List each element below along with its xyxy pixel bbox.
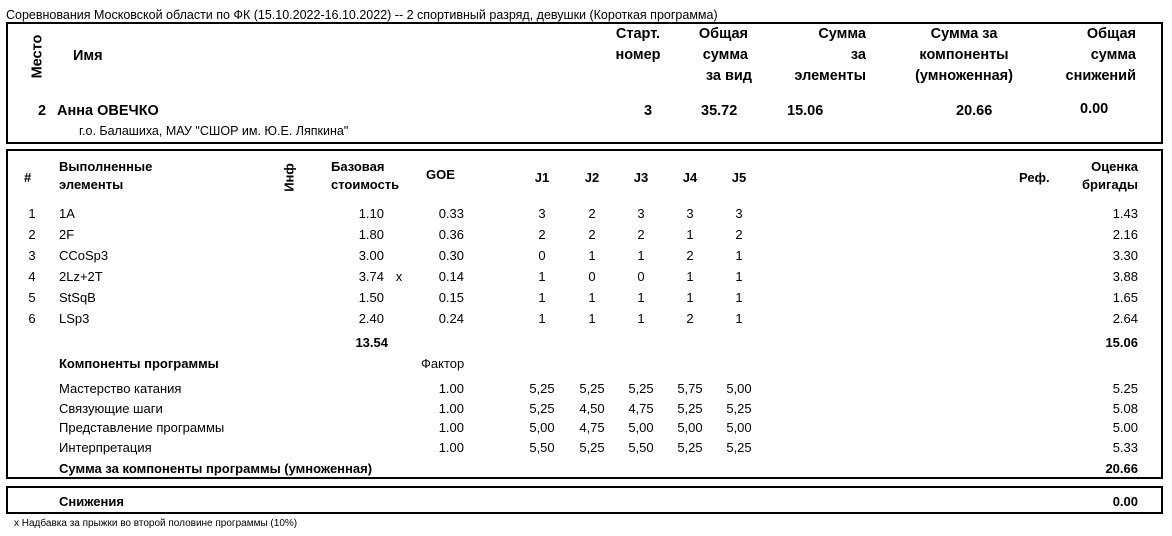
element-goe: 0.36 (438, 227, 464, 242)
elements-header: Выполненные элементы (59, 159, 153, 192)
element-panel-score: 3.88 (1112, 269, 1138, 284)
element-name: LSp3 (59, 311, 90, 326)
component-panel-score: 5.25 (1112, 381, 1138, 396)
component-name: Связующие шаги (59, 401, 163, 416)
component-factor: 1.00 (438, 401, 464, 416)
component-j2-score: 4,75 (579, 420, 605, 435)
element-j3-score: 1 (637, 290, 645, 305)
ref-header: Реф. (1019, 170, 1050, 185)
element-panel-score: 2.64 (1112, 311, 1138, 326)
element-j5-score: 1 (735, 248, 743, 263)
element-panel-score: 1.65 (1112, 290, 1138, 305)
base-value-total: 13.54 (355, 335, 388, 350)
element-name: CCoSp3 (59, 248, 109, 263)
element-panel-score: 2.16 (1112, 227, 1138, 242)
element-j1-score: 1 (538, 269, 546, 284)
event-title: Соревнования Московской области по ФК (15.10.2022-16.10.2022) -- 2 спортивный разряд, девушки (Короткая программа) (6, 8, 718, 22)
skater-deductions: 0.00 (1080, 101, 1109, 117)
element-panel-score: 3.30 (1112, 248, 1138, 263)
element-name: 1A (59, 206, 75, 221)
element-base-value: 1.80 (358, 227, 384, 242)
element-j4-score: 1 (686, 290, 694, 305)
element-j2-score: 1 (588, 290, 596, 305)
element-base-value: 1.50 (358, 290, 384, 305)
component-panel-score: 5.08 (1112, 401, 1138, 416)
element-j4-score: 1 (686, 227, 694, 242)
skater-club: г.о. Балашиха, МАУ "СШОР им. Ю.Е. Ляпкина" (79, 124, 349, 138)
component-factor: 1.00 (438, 420, 464, 435)
element-j3-score: 1 (637, 248, 645, 263)
base-value-header: Базовая стоимость (331, 159, 400, 192)
component-j4-score: 5,25 (677, 401, 703, 416)
name-header: Имя (73, 48, 103, 64)
element-j3-score: 0 (637, 269, 645, 284)
element-j5-score: 1 (735, 269, 743, 284)
component-name: Мастерство катания (59, 381, 182, 396)
start-no-header: Старт. номер (615, 26, 661, 63)
skater-total-score: 35.72 (701, 103, 738, 119)
j3-header: J3 (633, 170, 649, 185)
element-j2-score: 1 (588, 311, 596, 326)
component-factor: 1.00 (438, 381, 464, 396)
element-j4-score: 3 (686, 206, 694, 221)
component-j3-score: 5,50 (628, 440, 654, 455)
element-base-value: 1.10 (358, 206, 384, 221)
element-j2-score: 0 (588, 269, 596, 284)
element-goe: 0.14 (438, 269, 464, 284)
skater-place: 2 (38, 103, 47, 119)
element-j1-score: 1 (538, 311, 546, 326)
component-factor: 1.00 (438, 440, 464, 455)
element-j1-score: 3 (538, 206, 546, 221)
component-j5-score: 5,25 (726, 401, 752, 416)
component-panel-score: 5.33 (1112, 440, 1138, 455)
j4-header: J4 (682, 170, 698, 185)
element-num: 6 (28, 311, 36, 326)
component-j1-score: 5,25 (529, 401, 555, 416)
component-j2-score: 4,50 (579, 401, 605, 416)
element-j5-score: 3 (735, 206, 743, 221)
place-header: Место (29, 34, 46, 79)
element-j2-score: 1 (588, 248, 596, 263)
component-j4-score: 5,25 (677, 440, 703, 455)
element-base-value: 2.40 (358, 311, 384, 326)
component-j2-score: 5,25 (579, 440, 605, 455)
element-j4-score: 2 (686, 311, 694, 326)
component-j4-score: 5,75 (677, 381, 703, 396)
element-j5-score: 2 (735, 227, 743, 242)
component-panel-score: 5.00 (1112, 420, 1138, 435)
element-j3-score: 3 (637, 206, 645, 221)
component-j1-score: 5,25 (529, 381, 555, 396)
element-j4-score: 1 (686, 269, 694, 284)
component-name: Интерпретация (59, 440, 152, 455)
element-num: 3 (28, 248, 36, 263)
element-j3-score: 1 (637, 311, 645, 326)
element-base-value: 3.74 (358, 269, 384, 284)
total-score-header: Общая сумма за вид (698, 26, 752, 84)
elements-score-total: 15.06 (1105, 335, 1138, 350)
element-j5-score: 1 (735, 311, 743, 326)
deductions-score: 0.00 (1112, 494, 1138, 509)
element-j2-score: 2 (588, 206, 596, 221)
element-goe: 0.15 (438, 290, 464, 305)
element-j5-score: 1 (735, 290, 743, 305)
deductions-box (6, 486, 1163, 514)
element-num: 2 (28, 227, 36, 242)
deductions-label: Снижения (59, 494, 124, 509)
components-header: Компоненты программы (59, 356, 219, 371)
skater-start-no: 3 (644, 103, 653, 119)
j5-header: J5 (731, 170, 747, 185)
element-panel-score: 1.43 (1112, 206, 1138, 221)
element-goe: 0.24 (438, 311, 464, 326)
element-goe: 0.33 (438, 206, 464, 221)
element-num: 5 (28, 290, 36, 305)
components-score-header: Сумма за компоненты (умноженная) (915, 26, 1013, 84)
component-j5-score: 5,25 (726, 440, 752, 455)
footnote: x Надбавка за прыжки во второй половине программы (10%) (14, 518, 298, 529)
element-num: 4 (28, 269, 36, 284)
component-j2-score: 5,25 (579, 381, 605, 396)
element-goe: 0.30 (438, 248, 464, 263)
component-j5-score: 5,00 (726, 381, 752, 396)
component-j3-score: 4,75 (628, 401, 654, 416)
element-name: 2F (59, 227, 75, 242)
j1-header: J1 (534, 170, 550, 185)
element-j4-score: 2 (686, 248, 694, 263)
components-total-label: Сумма за компоненты программы (умноженная) (59, 461, 373, 476)
component-j3-score: 5,25 (628, 381, 654, 396)
element-name: 2Lz+2T (59, 269, 103, 284)
j2-header: J2 (584, 170, 600, 185)
goe-header: GOE (426, 167, 455, 182)
component-j1-score: 5,00 (529, 420, 555, 435)
element-j1-score: 0 (538, 248, 546, 263)
component-j4-score: 5,00 (677, 420, 703, 435)
component-j1-score: 5,50 (529, 440, 555, 455)
element-j3-score: 2 (637, 227, 645, 242)
deductions-header: Общая сумма снижений (1065, 26, 1136, 84)
num-header: # (24, 170, 32, 185)
element-j1-score: 1 (538, 290, 546, 305)
component-j3-score: 5,00 (628, 420, 654, 435)
element-j2-score: 2 (588, 227, 596, 242)
skater-elements-score: 15.06 (787, 103, 824, 119)
component-j5-score: 5,00 (726, 420, 752, 435)
skater-name: Анна ОВЕЧКО (57, 103, 159, 119)
panel-score-header: Оценка бригады (1082, 159, 1138, 192)
element-base-value: 3.00 (358, 248, 384, 263)
components-total-score: 20.66 (1105, 461, 1138, 476)
component-name: Представление программы (59, 420, 225, 435)
element-name: StSqB (59, 290, 96, 305)
elements-score-header: Сумма за элементы (794, 26, 866, 84)
skater-components-score: 20.66 (956, 103, 993, 119)
info-header: Инф (281, 163, 297, 192)
factor-header: Фактор (421, 356, 465, 371)
element-num: 1 (28, 206, 36, 221)
element-info: x (395, 269, 403, 284)
element-j1-score: 2 (538, 227, 546, 242)
